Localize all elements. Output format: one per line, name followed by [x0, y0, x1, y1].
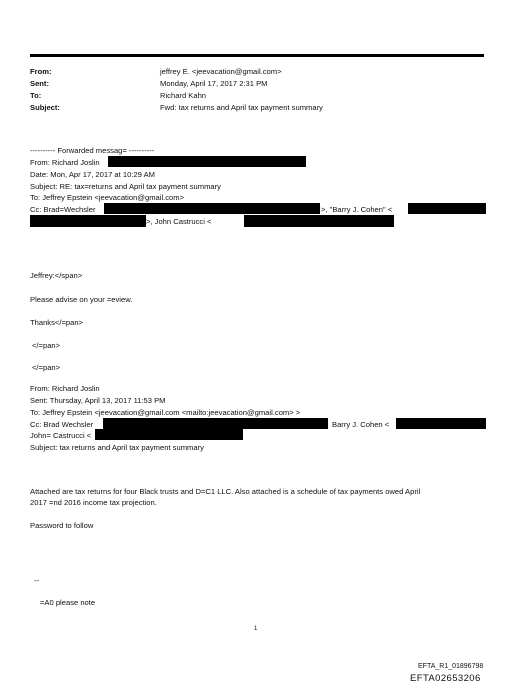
subject-value: Fwd: tax returns and April tax payment summary — [160, 103, 323, 112]
page-number: 1 — [254, 626, 258, 632]
to-label: To: — [30, 91, 42, 100]
from-label: From: — [30, 67, 52, 76]
message-line-2: 2017 =nd 2016 income tax projection. — [30, 498, 157, 507]
orig-john: John= Castrucci < — [30, 431, 92, 440]
fwd-from: From: Richard Joslin — [30, 158, 100, 167]
signature-dashes: -- — [34, 576, 40, 585]
pan-text-1: </=pan> — [32, 341, 61, 350]
fwd-date: Date: Mon, Apr 17, 2017 at 10:29 AM — [30, 170, 155, 179]
sent-label: Sent: — [30, 79, 49, 88]
efta-small-stamp: EFTA_R1_01896798 — [418, 663, 484, 670]
pan-text-2: </=pan> — [32, 363, 61, 372]
advise-text: Please advise on your =eview. — [30, 295, 133, 304]
redaction-box — [95, 429, 243, 440]
fwd-cc-line2: >, John Castrucci < — [146, 217, 212, 226]
header-rule — [30, 54, 484, 57]
orig-cc-mid: Barry J. Cohen < — [332, 420, 390, 429]
orig-from: From: Richard Joslin — [30, 384, 100, 393]
redaction-box — [104, 203, 320, 214]
subject-label: Subject: — [30, 103, 60, 112]
message-line-1: Attached are tax returns for four Black trusts and D=C1 LLC. Also attached is a schedule of tax payments owed April — [30, 487, 421, 496]
orig-cc-start: Cc: Brad Wechsler — [30, 420, 94, 429]
fwd-cc-start: Cc: Brad=Wechsler — [30, 205, 96, 214]
greeting-text: Jeffrey:</span> — [30, 271, 83, 280]
redaction-box — [396, 418, 486, 429]
note-text: =A0 please note — [40, 598, 96, 607]
from-value: jeffrey E. <jeevacation@gmail.com> — [160, 67, 282, 76]
efta-big-stamp: EFTA02653206 — [410, 673, 481, 684]
redaction-box — [408, 203, 486, 214]
orig-to: To: Jeffrey Epstein <jeevacation@gmail.com <mailto:jeevacation@gmail.com> > — [30, 408, 301, 417]
redaction-box — [30, 215, 146, 227]
sent-value: Monday, April 17, 2017 2:31 PM — [160, 79, 268, 88]
thanks-text: Thanks</=pan> — [30, 318, 83, 327]
orig-sent: Sent: Thursday, April 13, 2017 11:53 PM — [30, 396, 166, 405]
password-text: Password to follow — [30, 521, 94, 530]
fwd-cc-mid: >, "Barry J. Cohen" < — [321, 205, 393, 214]
redaction-box — [108, 156, 306, 167]
to-value: Richard Kahn — [160, 91, 207, 100]
fwd-subject: Subject: RE: tax=returns and April tax payment summary — [30, 182, 221, 191]
forwarded-marker: ---------- Forwarded messag= ---------- — [30, 146, 155, 155]
fwd-to: To: Jeffrey Epstein <jeevacation@gmail.com> — [30, 193, 185, 202]
redaction-box — [244, 215, 394, 227]
orig-subject: Subject: tax returns and April tax payment summary — [30, 443, 204, 452]
redaction-box — [103, 418, 328, 429]
